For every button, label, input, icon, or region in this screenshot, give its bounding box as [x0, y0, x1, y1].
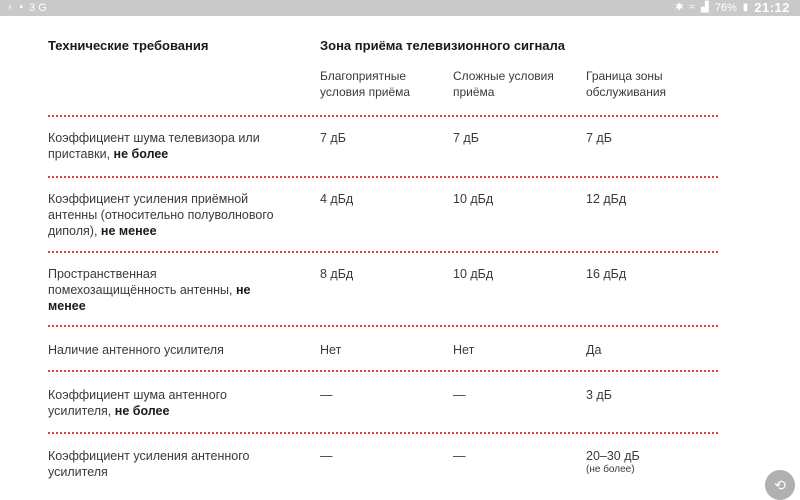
battery-percent: 76% [714, 1, 737, 14]
table-cell: 3 дБ [586, 388, 612, 402]
value-text: 20–30 дБ [586, 449, 640, 463]
table-cell: — [453, 449, 466, 463]
status-bar [0, 0, 800, 16]
row-label: Коэффициент шума телевизора или приставки, не более [48, 131, 260, 161]
row-divider [48, 115, 718, 117]
table-cell: 16 дБд [586, 267, 627, 281]
row-label: Коэффициент усиления антенного усилителя [48, 449, 250, 479]
status-left-text: 3 G [29, 2, 47, 14]
table-cell [586, 448, 640, 476]
notification-icon: ♁ [6, 2, 14, 13]
table-cell: — [320, 388, 333, 402]
row-divider [48, 432, 718, 434]
table-cell: 10 дБд [453, 267, 494, 281]
subheader-favorable: Благоприятные условия приёма [320, 69, 411, 99]
table-cell: 7 дБ [320, 131, 346, 145]
table-cell: — [320, 449, 333, 463]
battery-icon: ▮ [742, 1, 749, 13]
row-label: Коэффициент шума антенного усилителя, не более [48, 388, 227, 418]
wifi-icon: ≈ [689, 1, 695, 13]
header-signal-zone: Зона приёма телевизионного сигнала [320, 38, 566, 53]
row-label: Наличие антенного усилителя [48, 343, 224, 357]
table-cell: Нет [320, 343, 342, 357]
screen-rotate-button[interactable] [765, 470, 795, 500]
gallery-icon: ▪ [19, 2, 24, 13]
table-cell: Да [586, 343, 602, 357]
row-divider [48, 325, 718, 327]
table-cell: 7 дБ [453, 131, 479, 145]
row-label: Коэффициент усиления приёмной антенны (относительно полуволнового диполя), не менее [48, 192, 274, 238]
table-cell: 4 дБд [320, 192, 354, 206]
row-label: Пространственная помехозащищённость антенны, не менее [48, 267, 251, 313]
table-cell: 10 дБд [453, 192, 494, 206]
table-cell: 7 дБ [586, 131, 612, 145]
screen-rotate-icon: ⟲ [774, 477, 786, 493]
row-divider [48, 370, 718, 372]
subheader-difficult: Сложные условия приёма [453, 69, 554, 99]
subheader-border: Граница зоны обслуживания [586, 69, 667, 99]
row-divider [48, 176, 718, 178]
bluetooth-icon: ✱ [675, 1, 684, 13]
value-note: (не более) [586, 464, 635, 475]
clock: 21:12 [754, 0, 790, 15]
table-cell: 8 дБд [320, 267, 354, 281]
row-divider [48, 251, 718, 253]
table-cell: 12 дБд [586, 192, 627, 206]
table-cell: Нет [453, 343, 475, 357]
table-cell: — [453, 388, 466, 402]
header-requirements: Технические требования [48, 38, 209, 53]
signal-icon: ▟ [701, 1, 709, 13]
